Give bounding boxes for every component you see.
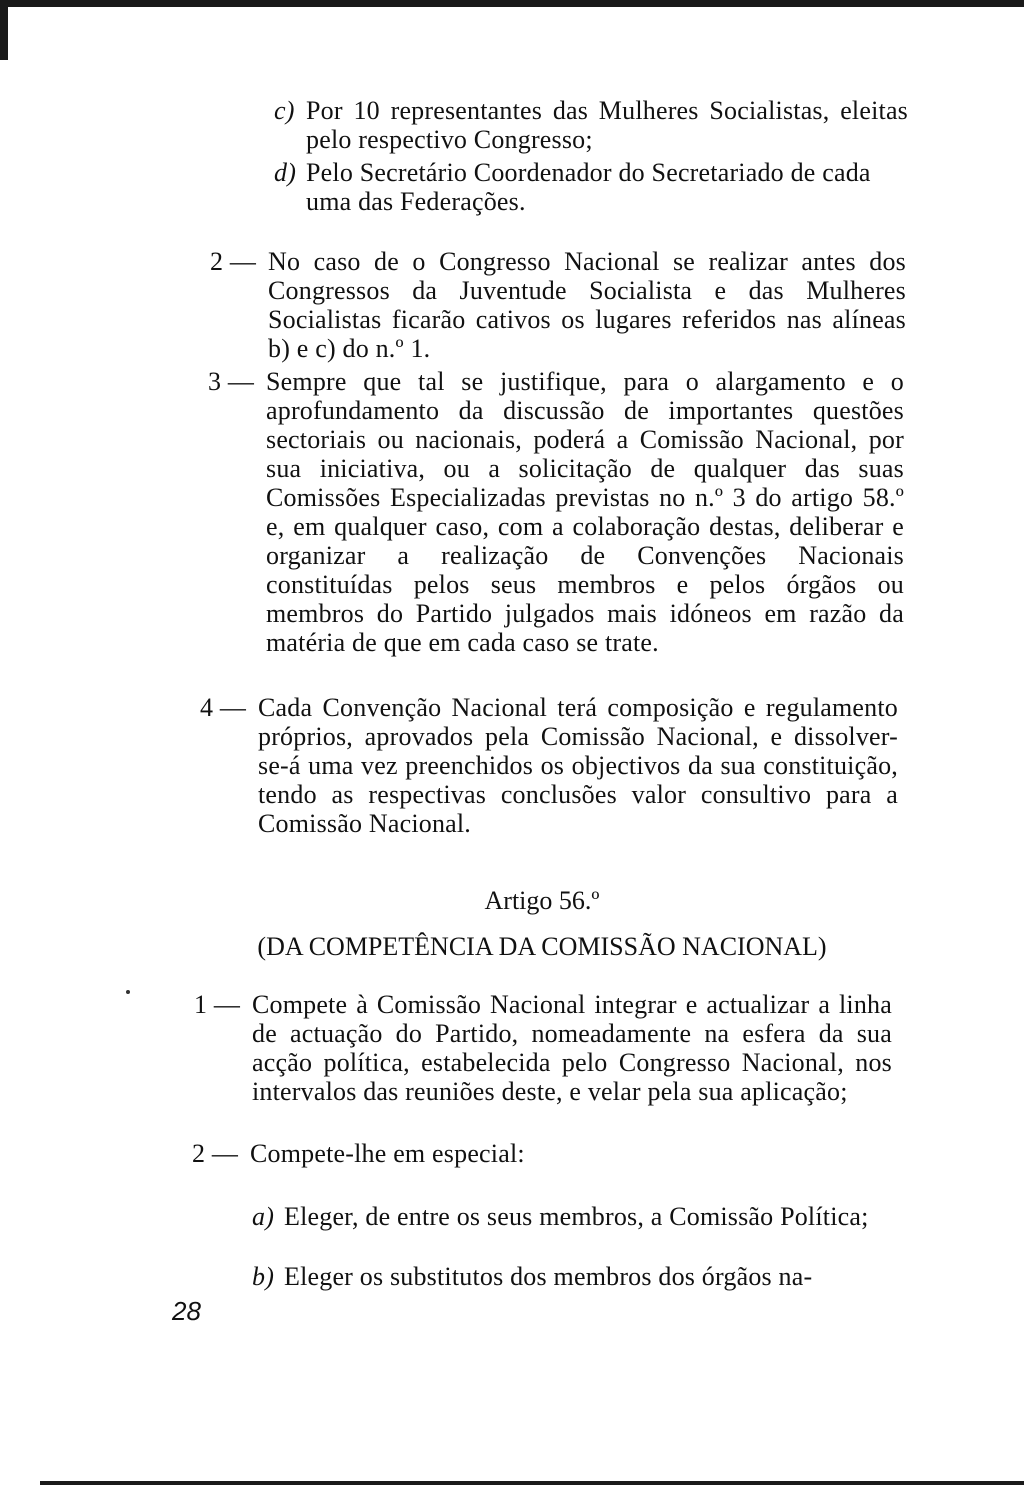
paragraph-4 [200, 693, 898, 838]
item-text: Eleger os substitutos dos membros dos órgãos na- [284, 1262, 813, 1291]
page-number: 28 [172, 1296, 201, 1326]
article-paragraph-2 [192, 1139, 890, 1168]
item-marker: d) [274, 158, 297, 187]
paragraph-3 [208, 367, 904, 657]
paragraph-text: Compete à Comissão Nacional integrar e actualizar a linha de actuação do Partido, nomeadamente na esfera da sua acção política, estabelecida pelo Congresso Nacional, nos intervalos das reuniões deste, e velar pela sua aplicação; [252, 990, 892, 1106]
list-item-a [252, 1202, 888, 1231]
article-subtitle: (DA COMPETÊNCIA DA COMISSÃO NACIONAL) [257, 932, 827, 961]
paragraph-number: 3 — [208, 367, 255, 396]
bottom-border [40, 1481, 1024, 1485]
paragraph-number: 4 — [200, 693, 247, 722]
paragraph-2 [210, 247, 906, 363]
article-paragraph-1 [194, 990, 892, 1106]
paragraph-number: 1 — [194, 990, 241, 1019]
item-marker: c) [274, 96, 295, 125]
item-text: Por 10 representantes das Mulheres Socialistas, eleitas pelo respectivo Congresso; [306, 96, 908, 154]
paragraph-text: Sempre que tal se justifique, para o alargamento e o aprofundamento da discussão de importantes questões sectoriais ou nacionais, poderá a Comissão Nacional, por sua iniciativa, ou a solicitação de qualquer das suas Comissões Especializadas previstas no n.º 3 do artigo 58.º e, em qualquer caso, com a colaboração destas, deliberar e organizar a realização de Convenções Nacionais constituídas pelos seus membros e pelos órgãos ou membros do Partido julgados mais idóneos em razão da matéria de que em cada caso se trate. [266, 367, 904, 657]
list-item-c [274, 96, 908, 154]
list-item-d [274, 158, 908, 216]
list-item-b [252, 1262, 888, 1291]
item-text: Pelo Secretário Coordenador do Secretariado de cada uma das Federações. [306, 158, 871, 216]
top-border [0, 0, 1024, 7]
item-text: Eleger, de entre os seus membros, a Comissão Política; [284, 1202, 869, 1231]
article-title: Artigo 56.º [484, 886, 600, 915]
paragraph-number: 2 — [192, 1139, 239, 1168]
left-border [0, 0, 8, 60]
paragraph-text: Cada Convenção Nacional terá composição e regulamento próprios, aprovados pela Comissão Nacional, e dissolver-se-á uma vez preenchidos os objectivos da sua constituição, tendo as respectivas conclusões valor consultivo para a Comissão Nacional. [258, 693, 898, 838]
item-marker: a) [252, 1202, 275, 1231]
item-marker: b) [252, 1262, 275, 1291]
paragraph-number: 2 — [210, 247, 257, 276]
paragraph-text: No caso de o Congresso Nacional se realizar antes dos Congressos da Juventude Socialista e das Mulheres Socialistas ficarão cativos os lugares referidos nas alíneas b) e c) do n.º 1. [268, 247, 906, 363]
scan-speck [126, 990, 130, 994]
paragraph-text: Compete-lhe em especial: [250, 1139, 525, 1168]
